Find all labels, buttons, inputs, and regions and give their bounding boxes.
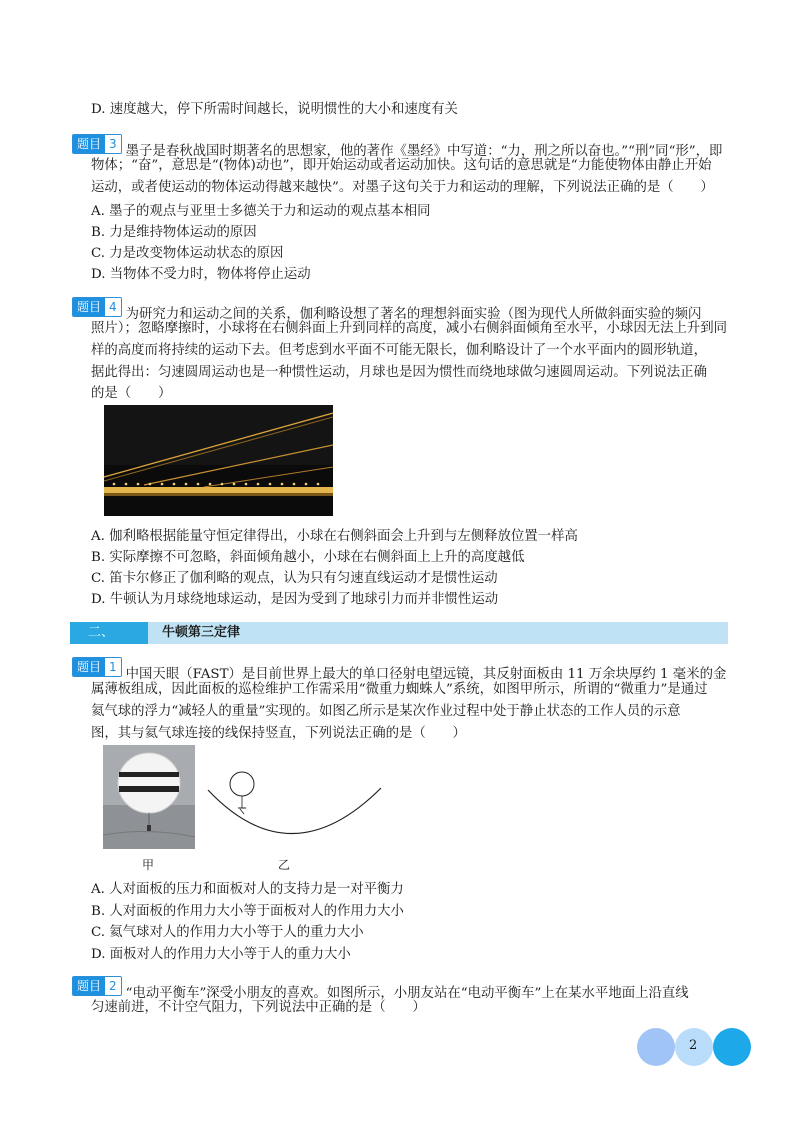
q3-tag (72, 134, 122, 154)
section-number: 二、 (70, 622, 148, 644)
q5-option-d: D. 面板对人的作用力大小等于人的重力大小 (91, 947, 351, 962)
q4-option-a: A. 伽利略根据能量守恒定律得出，小球在右侧斜面会上升到与左侧释放位置一样高 (91, 529, 578, 544)
q4-line-3: 样的高度而将持续的运动下去。但考虑到水平面不可能无限长，伽利略设计了一个水平面内的圆形轨道， (91, 343, 707, 358)
q6-tag-num: 2 (105, 977, 121, 995)
q3-line-2: 物体；“奋”，意思是“(物体)动也”，即开始运动或者运动加快。这句话的意思就是“力能使物体由静止开始 (91, 158, 712, 173)
q4-line-2: 照片）；忽略摩擦时，小球将在右侧斜面上升到同样的高度，减小右侧斜面倾角至水平，小球因无法上升到同 (91, 321, 728, 336)
section-header (70, 622, 728, 644)
q5-line-2: 属薄板组成，因此面板的巡检维护工作需采用“微重力蜘蛛人”系统，如图甲所示，所谓的“微重力”是通过 (91, 682, 708, 697)
q5-option-a: A. 人对面板的压力和面板对人的支持力是一对平衡力 (91, 882, 404, 897)
q5-option-b: B. 人对面板的作用力大小等于面板对人的作用力大小 (91, 904, 404, 919)
q5-option-c: C. 氦气球对人的作用力大小等于人的重力大小 (91, 925, 364, 940)
q6-text-1: “电动平衡车”深受小朋友的喜欢。如图所示，小朋友站在“电动平衡车”上在某水平地面上沿直线 (125, 986, 689, 1001)
figure-label-a: 甲 (142, 858, 155, 872)
q3-option-b: B. 力是维持物体运动的原因 (91, 225, 257, 240)
page-number-badge (637, 1027, 752, 1067)
q3-text-1: 墨子是春秋战国时期著名的思想家，他的著作《墨经》中写道：“力，刑之所以奋也。”“刑”同“形”，即 (125, 144, 723, 159)
q3-tag-num: 3 (105, 135, 121, 153)
q6-tag-label: 题目 (73, 977, 105, 995)
q4-option-b: B. 实际摩擦不可忽略，斜面倾角越小，小球在右侧斜面上上升的高度越低 (91, 550, 525, 565)
q4-line-4: 据此得出：匀速圆周运动也是一种惯性运动，月球也是因为惯性而绕地球做匀速圆周运动。下列说法正确 (91, 365, 707, 380)
q6-line-2: 匀速前进，不计空气阻力，下列说法中正确的是（ ） (91, 1000, 426, 1015)
q5-tag-num: 1 (105, 658, 121, 676)
q4-tag-label: 题目 (73, 298, 105, 316)
q4-text-1: 为研究力和运动之间的关系，伽利略设想了著名的理想斜面实验（图为现代人所做斜面实验的频闪 (125, 307, 702, 322)
balloon-photo (103, 745, 195, 849)
q5-line-3: 氦气球的浮力“减轻人的重量”实现的。如图乙所示是某次作业过程中处于静止状态的工作人员的示意 (91, 704, 681, 719)
q5-text-1: 中国天眼（FAST）是目前世界上最大的单口径射电望远镜，其反射面板由 11 万余块厚约 1 毫米的金 (125, 667, 727, 682)
balloon-schematic (206, 768, 384, 840)
q5-line-4: 图，其与氦气球连接的线保持竖直，下列说法正确的是（ ） (91, 726, 466, 741)
page-number: 2 (689, 1038, 698, 1053)
q3-option-a: A. 墨子的观点与亚里士多德关于力和运动的观点基本相同 (91, 204, 431, 219)
q6-tag (72, 976, 122, 996)
q4-tag (72, 297, 122, 317)
q4-tag-num: 4 (105, 298, 121, 316)
q3-option-c: C. 力是改变物体运动状态的原因 (91, 246, 284, 261)
q3-option-d: D. 当物体不受力时，物体将停止运动 (91, 267, 311, 282)
page-circle-1 (637, 1028, 675, 1066)
section-title: 牛顿第三定律 (162, 625, 241, 640)
q4-option-c: C. 笛卡尔修正了伽利略的观点，认为只有匀速直线运动才是惯性运动 (91, 571, 498, 586)
q5-tag-label: 题目 (73, 658, 105, 676)
q4-option-d: D. 牛顿认为月球绕地球运动，是因为受到了地球引力而并非惯性运动 (91, 592, 499, 607)
q3-line-3: 运动，或者使运动的物体运动得越来越快”。对墨子这句关于力和运动的理解，下列说法正确的是（ ） (91, 180, 714, 195)
figure-label-b: 乙 (278, 858, 291, 872)
q2-option-d: D. 速度越大，停下所需时间越长，说明惯性的大小和速度有关 (91, 102, 458, 117)
page-circle-3 (713, 1028, 751, 1066)
q3-tag-label: 题目 (73, 135, 105, 153)
strobe-incline-photo (104, 405, 333, 516)
q4-line-5: 的是（ ） (91, 386, 172, 401)
q5-tag (72, 657, 122, 677)
